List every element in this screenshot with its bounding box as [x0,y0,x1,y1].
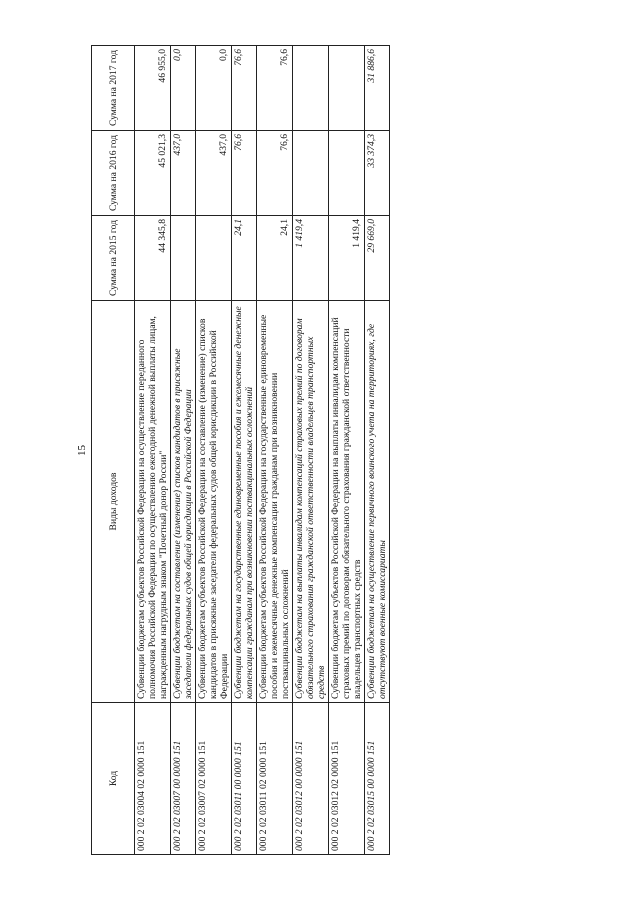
cell-2017: 76,6 [257,46,293,131]
cell-2016: 437,0 [196,131,232,216]
table-row [196,46,232,855]
cell-code: 000 2 02 03011 00 0000 151 [232,703,257,855]
cell-code: 000 2 02 03011 02 0000 151 [257,703,293,855]
cell-2015: 24,1 [232,216,257,301]
cell-2015: 24,1 [257,216,293,301]
header-2015: Сумма на 2015 год [92,216,135,301]
cell-name: Субвенции бюджетам на составление (изменение) списков кандидатов в присяжные заседатели федеральных судов общей юрисдикции в Российской Федерации [171,301,196,703]
header-type: Виды доходов [92,301,135,703]
table-row [329,46,365,855]
cell-code: 000 2 02 03015 00 0000 151 [365,703,390,855]
table-row [171,46,196,855]
cell-2015: 1 419,4 [329,216,365,301]
cell-name: Субвенции бюджетам субъектов Российской Федерации на выплаты инвалидам компенсаций страховых премий по договорам обязательного страхования гражданской ответственности владельцев транспортных средств [329,301,365,703]
table-row [135,46,171,855]
cell-2017: 46 955,0 [135,46,171,131]
cell-2017: 0,0 [171,46,196,131]
header-2017: Сумма на 2017 год [92,46,135,131]
rotated-page [75,46,583,855]
cell-code: 000 2 02 03012 02 0000 151 [329,703,365,855]
cell-name: Субвенции бюджетам на осуществление первичного воинского учета на территориях, где отсутствуют военные комиссариаты [365,301,390,703]
cell-code: 000 2 02 03012 00 0000 151 [293,703,329,855]
table-row [257,46,293,855]
cell-2017: 76,6 [232,46,257,131]
cell-code: 000 2 02 03004 02 0000 151 [135,703,171,855]
cell-code: 000 2 02 03007 00 0000 151 [171,703,196,855]
cell-2015 [171,216,196,301]
cell-2015 [196,216,232,301]
cell-code: 000 2 02 03007 02 0000 151 [196,703,232,855]
table-row [365,46,390,855]
cell-2015: 1 419,4 [293,216,329,301]
table-row [232,46,257,855]
cell-2016: 45 021,3 [135,131,171,216]
header-code: Код [92,703,135,855]
cell-2016 [329,131,365,216]
cell-2015: 44 345,8 [135,216,171,301]
cell-2016: 437,0 [171,131,196,216]
header-2016: Сумма на 2016 год [92,131,135,216]
table-header-row [92,46,135,855]
cell-2017: 0,0 [196,46,232,131]
cell-name: Субвенции бюджетам на выплаты инвалидам компенсаций страховых премий по договорам обязательного страхования гражданской ответственности владельцев транспортных средств [293,301,329,703]
cell-name: Субвенции бюджетам субъектов Российской Федерации на государственные единовременные пособия и ежемесячные денежные компенсации гражданам при возникновении поствакцинальных осложнений [257,301,293,703]
cell-2016: 76,6 [232,131,257,216]
cell-name: Субвенции бюджетам на государственные единовременные пособия и ежемесячные денежные компенсации гражданам при возникновении поствакцинальных осложнений [232,301,257,703]
revenue-table [91,45,390,855]
cell-2016: 33 374,3 [365,131,390,216]
cell-name: Субвенции бюджетам субъектов Российской Федерации на составление (изменение) списков кандидатов в присяжные заседатели федеральных судов общей юрисдикции в Российской Федерации [196,301,232,703]
page-number: 15 [76,445,88,456]
cell-2017 [329,46,365,131]
cell-2016: 76,6 [257,131,293,216]
cell-2017 [293,46,329,131]
table-row [293,46,329,855]
cell-2016 [293,131,329,216]
cell-name: Субвенции бюджетам субъектов Российской Федерации на осуществление переданного полномочия Российской Федерации по осуществлению ежегодной денежной выплаты лицам, награжденным нагрудным знаком "Почетный донор России" [135,301,171,703]
cell-2015: 29 669,0 [365,216,390,301]
cell-2017: 31 886,6 [365,46,390,131]
